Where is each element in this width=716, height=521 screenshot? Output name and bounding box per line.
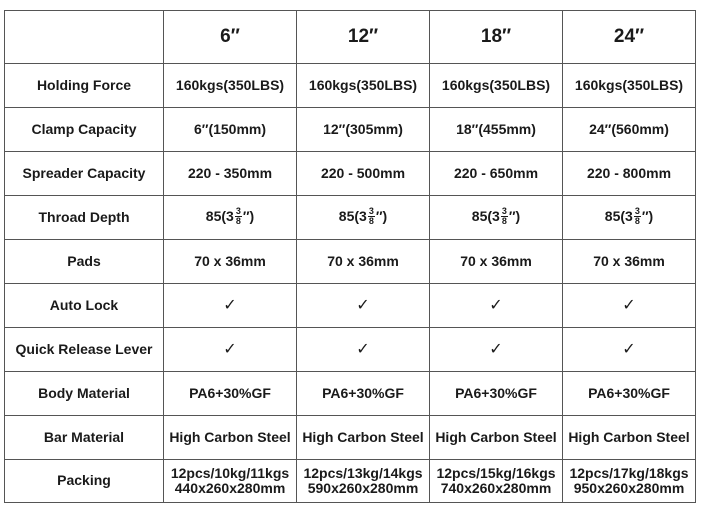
check-icon: ✓ [297, 328, 430, 372]
table-cell [164, 460, 297, 503]
fraction-denominator: 8 [368, 216, 374, 226]
packing-size: 590x260x280mm [307, 480, 419, 496]
table-cell: 6″(150mm) [164, 108, 297, 152]
table-cell [297, 196, 430, 240]
fraction-denominator: 8 [501, 216, 507, 226]
table-cell [430, 460, 563, 503]
spec-table-container [4, 10, 696, 503]
check-icon: ✓ [164, 284, 297, 328]
packing-qty: 12pcs/10kg/11kgs [170, 464, 290, 481]
table-cell: High Carbon Steel [563, 416, 696, 460]
table-cell: 220 - 650mm [430, 152, 563, 196]
table-cell: 70 x 36mm [297, 240, 430, 284]
packing-size: 950x260x280mm [573, 480, 685, 496]
row-label: Body Material [5, 372, 164, 416]
header-cell-18: 18″ [430, 11, 563, 64]
fraction-pre: 85(3 [205, 208, 234, 225]
packing-size: 440x260x280mm [174, 480, 286, 496]
spec-table [4, 10, 696, 503]
table-cell: 220 - 800mm [563, 152, 696, 196]
table-cell [563, 460, 696, 503]
table-row [5, 108, 696, 152]
table-row [5, 284, 696, 328]
row-label: Auto Lock [5, 284, 164, 328]
fraction-post: ″) [641, 208, 654, 225]
fraction [368, 207, 375, 226]
header-row [5, 11, 696, 64]
table-cell: PA6+30%GF [563, 372, 696, 416]
check-icon: ✓ [563, 328, 696, 372]
check-icon: ✓ [430, 328, 563, 372]
table-cell: 18″(455mm) [430, 108, 563, 152]
row-label: Clamp Capacity [5, 108, 164, 152]
table-cell: 70 x 36mm [164, 240, 297, 284]
table-cell: 12″(305mm) [297, 108, 430, 152]
fraction [235, 207, 242, 226]
table-cell [563, 196, 696, 240]
table-cell: 24″(560mm) [563, 108, 696, 152]
table-row [5, 196, 696, 240]
fraction-pre: 85(3 [471, 208, 500, 225]
table-row [5, 460, 696, 503]
table-cell: PA6+30%GF [164, 372, 297, 416]
fraction-pre: 85(3 [604, 208, 633, 225]
table-cell: 70 x 36mm [563, 240, 696, 284]
table-row [5, 240, 696, 284]
table-cell [297, 460, 430, 503]
fraction-denominator: 8 [634, 216, 640, 226]
row-label: Holding Force [5, 64, 164, 108]
table-row [5, 328, 696, 372]
check-icon: ✓ [164, 328, 297, 372]
table-cell: 160kgs(350LBS) [297, 64, 430, 108]
check-icon: ✓ [430, 284, 563, 328]
fraction [634, 207, 641, 226]
row-label: Packing [5, 460, 164, 503]
fraction-numerator: 3 [368, 206, 374, 216]
header-cell-12: 12″ [297, 11, 430, 64]
table-row [5, 64, 696, 108]
table-row [5, 372, 696, 416]
fraction [501, 207, 508, 226]
fraction-numerator: 3 [235, 206, 241, 216]
check-icon: ✓ [297, 284, 430, 328]
check-icon: ✓ [563, 284, 696, 328]
packing-qty: 12pcs/13kg/14kgs [303, 464, 423, 481]
fraction-post: ″) [375, 208, 388, 225]
fraction-pre: 85(3 [338, 208, 367, 225]
fraction-post: ″) [508, 208, 521, 225]
header-cell-empty [5, 11, 164, 64]
table-cell: 160kgs(350LBS) [164, 64, 297, 108]
row-label: Throad Depth [5, 196, 164, 240]
table-cell: 220 - 500mm [297, 152, 430, 196]
row-label: Spreader Capacity [5, 152, 164, 196]
table-cell [430, 196, 563, 240]
table-cell: High Carbon Steel [430, 416, 563, 460]
table-row [5, 416, 696, 460]
fraction-numerator: 3 [634, 206, 640, 216]
packing-qty: 12pcs/15kg/16kgs [436, 464, 556, 481]
fraction-denominator: 8 [235, 216, 241, 226]
table-cell [164, 196, 297, 240]
table-cell: High Carbon Steel [164, 416, 297, 460]
table-cell: 70 x 36mm [430, 240, 563, 284]
fraction-numerator: 3 [501, 206, 507, 216]
table-cell: 160kgs(350LBS) [563, 64, 696, 108]
header-cell-24: 24″ [563, 11, 696, 64]
row-label: Quick Release Lever [5, 328, 164, 372]
table-cell: High Carbon Steel [297, 416, 430, 460]
table-row [5, 152, 696, 196]
table-cell: PA6+30%GF [297, 372, 430, 416]
packing-qty: 12pcs/17kg/18kgs [569, 464, 689, 481]
header-cell-6: 6″ [164, 11, 297, 64]
row-label: Pads [5, 240, 164, 284]
fraction-post: ″) [242, 208, 255, 225]
table-cell: PA6+30%GF [430, 372, 563, 416]
packing-size: 740x260x280mm [440, 480, 552, 496]
table-cell: 160kgs(350LBS) [430, 64, 563, 108]
row-label: Bar Material [5, 416, 164, 460]
table-cell: 220 - 350mm [164, 152, 297, 196]
